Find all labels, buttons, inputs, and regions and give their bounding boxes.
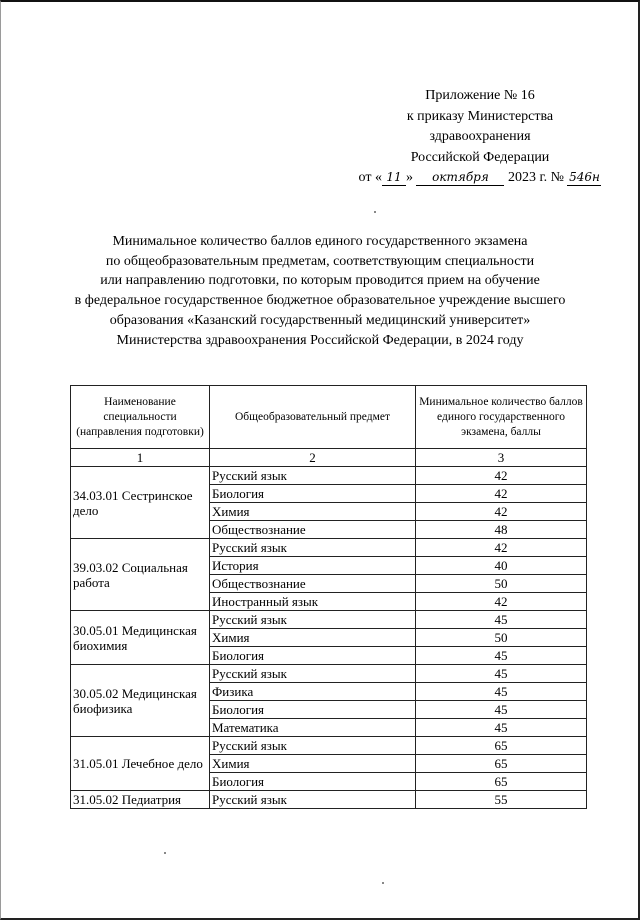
table-header-row — [71, 386, 587, 449]
subject-cell: Русский язык — [210, 467, 416, 485]
header-specialty: Наименование специальности (направления подготовки) — [71, 386, 210, 449]
subject-cell: Математика — [210, 719, 416, 737]
score-cell: 65 — [416, 755, 587, 773]
title-line: в федеральное государственное бюджетное образовательное учреждение высшего — [74, 293, 566, 309]
score-cell: 45 — [416, 665, 587, 683]
subject-cell: Биология — [210, 701, 416, 719]
score-cell: 40 — [416, 557, 587, 575]
score-cell: 65 — [416, 737, 587, 755]
column-number-row — [71, 449, 587, 467]
appendix-line: Российской Федерации — [410, 149, 550, 165]
score-cell: 45 — [416, 701, 587, 719]
score-cell: 42 — [416, 593, 587, 611]
column-number: 1 — [71, 449, 210, 467]
subject-cell: Химия — [210, 629, 416, 647]
specialty-cell: 30.05.02 Медицинская биофизика — [71, 665, 210, 737]
title-line: или направлению подготовки, по которым проводится прием на обучение — [100, 273, 540, 289]
handwritten-order-number: 546н — [569, 170, 600, 184]
score-cell: 45 — [416, 683, 587, 701]
column-number: 2 — [210, 449, 416, 467]
min-scores-table — [70, 385, 587, 809]
appendix-line: к приказу Министерства — [406, 108, 554, 124]
subject-cell: Биология — [210, 485, 416, 503]
subject-cell: Химия — [210, 503, 416, 521]
title-line: по общеобразовательным предметам, соответствующим специальности — [105, 253, 535, 269]
handwritten-day: 11 — [382, 170, 406, 186]
subject-cell: Обществознание — [210, 575, 416, 593]
subject-cell: Биология — [210, 773, 416, 791]
subject-cell: История — [210, 557, 416, 575]
title-line: образования «Казанский государственный медицинский университет» — [109, 312, 531, 328]
subject-cell: Русский язык — [210, 737, 416, 755]
handwritten-month: октября — [416, 170, 504, 186]
scan-speck — [382, 882, 384, 884]
score-cell: 42 — [416, 467, 587, 485]
score-cell: 55 — [416, 791, 587, 809]
specialty-cell: 31.05.01 Лечебное дело — [71, 737, 210, 791]
score-cell: 42 — [416, 539, 587, 557]
specialty-cell: 39.03.02 Социальная работа — [71, 539, 210, 611]
subject-cell: Русский язык — [210, 539, 416, 557]
date-mid: » — [405, 170, 413, 185]
subject-cell: Русский язык — [210, 611, 416, 629]
table-row — [71, 665, 587, 683]
scan-speck — [164, 852, 166, 854]
subject-cell: Русский язык — [210, 665, 416, 683]
scan-speck — [374, 211, 376, 213]
year-text: 2023 г. № — [507, 170, 564, 185]
score-cell: 42 — [416, 503, 587, 521]
score-cell: 45 — [416, 647, 587, 665]
order-date-line — [330, 168, 630, 189]
table-row — [71, 467, 587, 485]
subject-cell: Физика — [210, 683, 416, 701]
score-cell: 45 — [416, 611, 587, 629]
column-number: 3 — [416, 449, 587, 467]
table-row — [71, 791, 587, 809]
appendix-header — [330, 86, 630, 189]
subject-cell: Иностранный язык — [210, 593, 416, 611]
subject-cell: Русский язык — [210, 791, 416, 809]
title-line: Минимальное количество баллов единого государственного экзамена — [112, 234, 528, 249]
table-row — [71, 737, 587, 755]
score-cell: 45 — [416, 719, 587, 737]
score-cell: 48 — [416, 521, 587, 539]
appendix-line: здравоохранения — [429, 129, 531, 144]
title-line: Министерства здравоохранения Российской Федерации, в 2024 году — [116, 332, 524, 348]
subject-cell: Обществознание — [210, 521, 416, 539]
specialty-cell: 30.05.01 Медицинская биохимия — [71, 611, 210, 665]
specialty-cell: 31.05.02 Педиатрия — [71, 791, 210, 809]
score-cell: 50 — [416, 629, 587, 647]
header-min-score: Минимальное количество баллов единого государственного экзамена, баллы — [416, 386, 587, 449]
date-prefix: от « — [358, 170, 382, 185]
document-title — [30, 232, 610, 350]
score-cell: 42 — [416, 485, 587, 503]
table-row — [71, 611, 587, 629]
score-cell: 65 — [416, 773, 587, 791]
appendix-line: Приложение № 16 — [425, 88, 535, 103]
subject-cell: Химия — [210, 755, 416, 773]
header-subject: Общеобразовательный предмет — [210, 386, 416, 449]
specialty-cell: 34.03.01 Сестринское дело — [71, 467, 210, 539]
table-row — [71, 539, 587, 557]
score-cell: 50 — [416, 575, 587, 593]
subject-cell: Биология — [210, 647, 416, 665]
